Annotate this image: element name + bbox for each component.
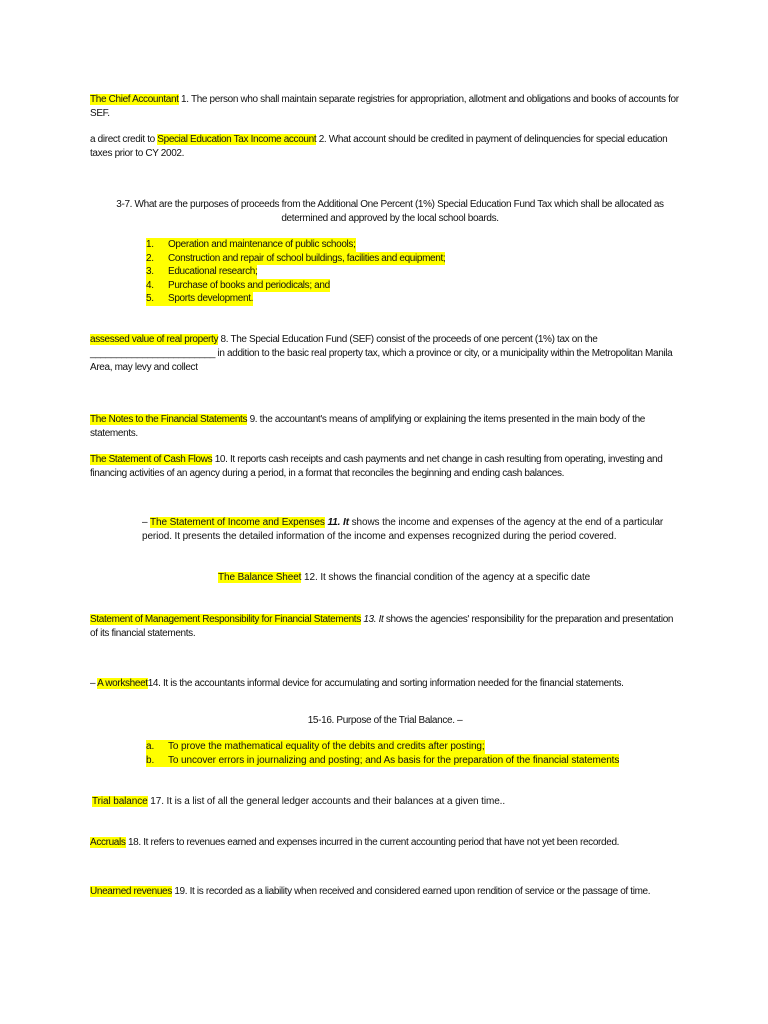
question-18: 18. It refers to revenues earned and expenses incurred in the current accounting period that have not yet been recorded. <box>125 837 620 848</box>
question-8: 8. The Special Education Fund (SEF) consist of the proceeds of one percent (1%) tax on the ________________________ in addition to the basic real property tax, which a province or city, or a municipality within the Metropolitan Manila Area, may levy and collect <box>90 334 673 373</box>
item-14 <box>90 677 680 691</box>
item-19 <box>90 885 680 899</box>
answer-13: Statement of Management Responsibility for Financial Statements <box>90 614 361 625</box>
prefix-11: – <box>142 517 150 528</box>
item-18 <box>90 836 680 850</box>
question-13: shows the agencies' responsibility for the preparation and presentation of its financial statements. <box>90 614 674 639</box>
answer-8: assessed value of real property <box>90 334 219 345</box>
item-11 <box>142 516 682 544</box>
item-9 <box>90 413 680 441</box>
list-item: 5. Sports development. <box>146 293 254 304</box>
question-14: 14. It is the accountants informal device for accumulating and sorting information needed for the financial statements. <box>147 678 624 689</box>
item-13 <box>90 613 680 641</box>
item-1 <box>90 93 680 121</box>
item-17 <box>92 795 682 809</box>
list-item: a. To prove the mathematical equality of the debits and credits after posting; <box>146 741 485 752</box>
item-2 <box>90 133 680 161</box>
answer-11: The Statement of Income and Expenses <box>149 517 325 528</box>
answer-12: The Balance Sheet <box>218 572 302 583</box>
item-10 <box>90 453 680 481</box>
item-12 <box>218 571 688 585</box>
answer-14: A worksheet <box>97 678 148 689</box>
item-15-16 <box>90 714 680 728</box>
question-10: 10. It reports cash receipts and cash payments and net change in cash resulting from operating, investing and financing activities of an agency during a period, in a format that reconciles the beginning and ending cash balances. <box>90 454 663 479</box>
question-9: 9. the accountant's means of amplifying or explaining the items presented in the main body of the statements. <box>90 414 646 439</box>
question-19: 19. It is recorded as a liability when received and considered earned upon rendition of service or the passage of time. <box>171 886 651 897</box>
question-1: 1. The person who shall maintain separate registries for appropriation, allotment and obligations and books of accounts for SEF. <box>90 94 679 119</box>
question-11: shows the income and expenses of the agency at the end of a particular period. It presents the detailed information of the income and expenses recognized during the period covered. <box>142 517 664 542</box>
question-17: 17. It is a list of all the general ledger accounts and their balances at a given time.. <box>147 796 506 807</box>
answer-19: Unearned revenues <box>90 886 172 897</box>
list-item: 4. Purchase of books and periodicals; and <box>146 279 330 291</box>
list-item: 1. Operation and maintenance of public schools; <box>146 239 356 250</box>
list-item: 2. Construction and repair of school buildings, facilities and equipment; <box>146 252 446 264</box>
trial-balance-purposes-list <box>146 740 686 767</box>
answer-1: The Chief Accountant <box>90 94 179 105</box>
item-3-7 <box>100 198 680 226</box>
prefix-2: a direct credit to <box>90 134 158 145</box>
number-11: 11. It <box>324 517 349 528</box>
question-2: 2. What account should be credited in payment of delinquencies for special education taxes prior to CY 2002. <box>90 134 668 159</box>
list-item: b. To uncover errors in journalizing and posting; and As basis for the preparation of the financial statements <box>146 754 620 766</box>
answer-18: Accruals <box>90 837 126 848</box>
question-12: 12. It shows the financial condition of the agency at a specific date <box>301 572 591 583</box>
item-8 <box>90 333 680 375</box>
question-3-7: 3-7. What are the purposes of proceeds from the Additional One Percent (1%) Special Education Fund Tax which shall be allocated as determined and approved by the local school boards. <box>116 199 664 224</box>
list-item: 3. Educational research; <box>146 266 258 277</box>
answer-2: Special Education Tax Income account <box>157 134 317 145</box>
answer-9: The Notes to the Financial Statements <box>90 414 248 425</box>
purposes-list <box>146 238 686 306</box>
answer-17: Trial balance <box>92 796 148 807</box>
answer-10: The Statement of Cash Flows <box>90 454 213 465</box>
number-13: 13. It <box>360 614 384 625</box>
prefix-14: – <box>90 678 98 689</box>
question-15-16: 15-16. Purpose of the Trial Balance. – <box>307 715 463 726</box>
